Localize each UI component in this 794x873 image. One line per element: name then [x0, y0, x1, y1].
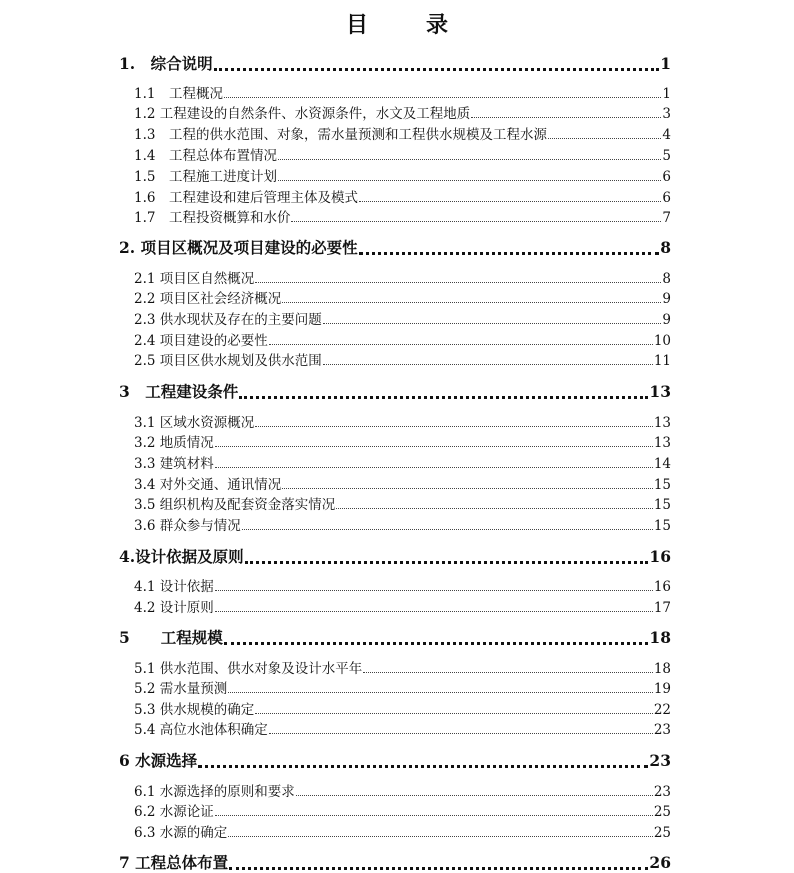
toc-page-number: 13: [653, 435, 671, 451]
toc-section-entry[interactable]: [134, 186, 671, 206]
toc-entry-title: 3.3 建筑材料: [134, 456, 214, 472]
toc-chapter-entry[interactable]: [119, 236, 671, 258]
toc-section-entry[interactable]: [134, 514, 671, 534]
dot-leader: [215, 590, 653, 591]
toc-entry-title: 6.2 水源论证: [134, 804, 214, 820]
toc-section-entry[interactable]: [134, 144, 671, 164]
toc-section-entry[interactable]: [134, 82, 671, 102]
toc-section-entry[interactable]: [134, 287, 671, 307]
dot-leader: [224, 97, 661, 98]
toc-chapter-entry[interactable]: [119, 380, 671, 402]
toc-page-number: 23: [653, 784, 671, 800]
toc-page-number: 25: [653, 804, 671, 820]
toc-section-entry[interactable]: [134, 657, 671, 677]
document-title: 目 录: [345, 12, 466, 38]
toc-page-number: 1: [660, 54, 671, 73]
dot-leader: [282, 302, 661, 303]
dot-leader: [215, 815, 653, 816]
toc-page-number: 3: [662, 106, 671, 122]
dot-leader: [215, 611, 653, 612]
dot-leader: [255, 713, 653, 714]
toc-page-number: 16: [653, 579, 671, 595]
dot-leader: [255, 282, 661, 283]
toc-section-entry[interactable]: [134, 677, 671, 697]
toc-page-number: 18: [649, 628, 671, 647]
toc-page-number: 22: [653, 702, 671, 718]
toc-entry-title: 1. 综合说明: [119, 54, 213, 73]
dot-leader: [323, 323, 662, 324]
toc-page-number: 13: [653, 415, 671, 431]
toc-page-number: 10: [653, 333, 671, 349]
toc-page-number: 8: [662, 271, 671, 287]
toc-section-entry[interactable]: [134, 473, 671, 493]
toc-page-number: 26: [649, 853, 671, 872]
dot-leader: [239, 396, 648, 399]
toc-page-number: 16: [649, 547, 671, 566]
toc-chapter-entry[interactable]: [119, 851, 671, 873]
dot-leader: [255, 426, 653, 427]
toc-section-entry[interactable]: [134, 308, 671, 328]
dot-leader: [214, 68, 660, 71]
toc-page-number: 9: [662, 291, 671, 307]
toc-entry-title: 6.3 水源的确定: [134, 825, 228, 841]
toc-page-number: 23: [649, 751, 671, 770]
toc-page-number: 17: [653, 600, 671, 616]
toc-page-number: 15: [653, 497, 671, 513]
toc-entry-title: 2. 项目区概况及项目建设的必要性: [119, 238, 358, 257]
dot-leader: [198, 765, 648, 768]
dot-leader: [359, 252, 660, 255]
toc-chapter-entry[interactable]: [119, 545, 671, 567]
toc-section-entry[interactable]: [134, 102, 671, 122]
toc-entry-title: 2.2 项目区社会经济概况: [134, 291, 282, 307]
toc-entry-title: 2.5 项目区供水规划及供水范围: [134, 353, 322, 369]
toc-section-entry[interactable]: [134, 123, 671, 143]
toc-page-number: 6: [662, 190, 671, 206]
toc-entry-title: 3.5 组织机构及配套资金落实情况: [134, 497, 336, 513]
dot-leader: [471, 117, 661, 118]
toc-section-entry[interactable]: [134, 267, 671, 287]
toc-entry-title: 5.1 供水范围、供水对象及设计水平年: [134, 661, 363, 677]
dot-leader: [269, 344, 653, 345]
dot-leader: [215, 446, 653, 447]
toc-page-number: 9: [662, 312, 671, 328]
toc-entry-title: 2.3 供水现状及存在的主要问题: [134, 312, 322, 328]
toc-section-entry[interactable]: [134, 698, 671, 718]
dot-leader: [278, 180, 661, 181]
toc-page-number: 8: [660, 238, 671, 257]
toc-entry-title: 1.4 工程总体布置情况: [134, 148, 277, 164]
toc-section-entry[interactable]: [134, 452, 671, 472]
toc-section-entry[interactable]: [134, 596, 671, 616]
toc-entry-title: 6 水源选择: [119, 751, 198, 770]
dot-leader: [336, 508, 653, 509]
toc-entry-title: 3.2 地质情况: [134, 435, 214, 451]
toc-page-number: 15: [653, 518, 671, 534]
toc-page-number: 11: [653, 353, 671, 369]
toc-page-number: 15: [653, 477, 671, 493]
toc-entry-title: 6.1 水源选择的原则和要求: [134, 784, 295, 800]
toc-chapter-entry[interactable]: [119, 626, 671, 648]
dot-leader: [269, 733, 653, 734]
toc-section-entry[interactable]: [134, 821, 671, 841]
toc-page-number: 23: [653, 722, 671, 738]
dot-leader: [228, 692, 653, 693]
toc-section-entry[interactable]: [134, 206, 671, 226]
toc-entry-title: 5.3 供水规模的确定: [134, 702, 255, 718]
dot-leader: [278, 159, 661, 160]
dot-leader: [228, 836, 653, 837]
toc-section-entry[interactable]: [134, 780, 671, 800]
toc-page-number: 18: [653, 661, 671, 677]
dot-leader: [224, 642, 649, 645]
toc-entry-title: 4.设计依据及原则: [119, 547, 244, 566]
toc-entry-title: 3 工程建设条件: [119, 382, 239, 401]
toc-entry-title: 4.1 设计依据: [134, 579, 214, 595]
toc-page-number: 5: [662, 148, 671, 164]
toc-section-entry[interactable]: [134, 329, 671, 349]
dot-leader: [291, 221, 661, 222]
toc-page-number: 14: [653, 456, 671, 472]
toc-page-number: 7: [662, 210, 671, 226]
toc-entry-title: 7 工程总体布置: [119, 853, 229, 872]
toc-entry-title: 1.3 工程的供水范围、对象，需水量预测和工程供水规模及工程水源: [134, 127, 547, 143]
toc-section-entry[interactable]: [134, 718, 671, 738]
toc-entry-title: 3.4 对外交通、通讯情况: [134, 477, 282, 493]
toc-section-entry[interactable]: [134, 800, 671, 820]
toc-page-number: 13: [649, 382, 671, 401]
toc-section-entry[interactable]: [134, 493, 671, 513]
toc-entry-title: 5.4 高位水池体积确定: [134, 722, 268, 738]
toc-entry-title: 3.1 区域水资源概况: [134, 415, 255, 431]
toc-entry-title: 1.1 工程概况: [134, 86, 223, 102]
toc-chapter-entry[interactable]: [119, 52, 671, 74]
toc-section-entry[interactable]: [134, 349, 671, 369]
toc-entry-title: 1.5 工程施工进度计划: [134, 169, 277, 185]
toc-entry-title: 2.1 项目区自然概况: [134, 271, 255, 287]
toc-entry-title: 1.2 工程建设的自然条件、水资源条件，水文及工程地质: [134, 106, 471, 122]
toc-chapter-entry[interactable]: [119, 749, 671, 771]
dot-leader: [548, 138, 661, 139]
toc-entry-title: 1.7 工程投资概算和水价: [134, 210, 291, 226]
dot-leader: [282, 488, 653, 489]
toc-page-number: 6: [662, 169, 671, 185]
toc-page-number: 4: [662, 127, 671, 143]
toc-entry-title: 3.6 群众参与情况: [134, 518, 241, 534]
toc-page-number: 1: [662, 86, 671, 102]
toc-section-entry[interactable]: [134, 165, 671, 185]
toc-entry-title: 1.6 工程建设和建后管理主体及模式: [134, 190, 358, 206]
toc-entry-title: 5.2 需水量预测: [134, 681, 228, 697]
toc-section-entry[interactable]: [134, 575, 671, 595]
dot-leader: [359, 201, 661, 202]
toc-entry-title: 5 工程规模: [119, 628, 223, 647]
dot-leader: [323, 364, 653, 365]
dot-leader: [296, 795, 653, 796]
dot-leader: [363, 672, 653, 673]
toc-entry-title: 4.2 设计原则: [134, 600, 214, 616]
toc-section-entry[interactable]: [134, 411, 671, 431]
toc-entry-title: 2.4 项目建设的必要性: [134, 333, 268, 349]
dot-leader: [215, 467, 653, 468]
dot-leader: [229, 867, 648, 870]
toc-page-number: 19: [653, 681, 671, 697]
dot-leader: [245, 561, 649, 564]
toc-page-number: 25: [653, 825, 671, 841]
toc-section-entry[interactable]: [134, 431, 671, 451]
dot-leader: [242, 529, 653, 530]
